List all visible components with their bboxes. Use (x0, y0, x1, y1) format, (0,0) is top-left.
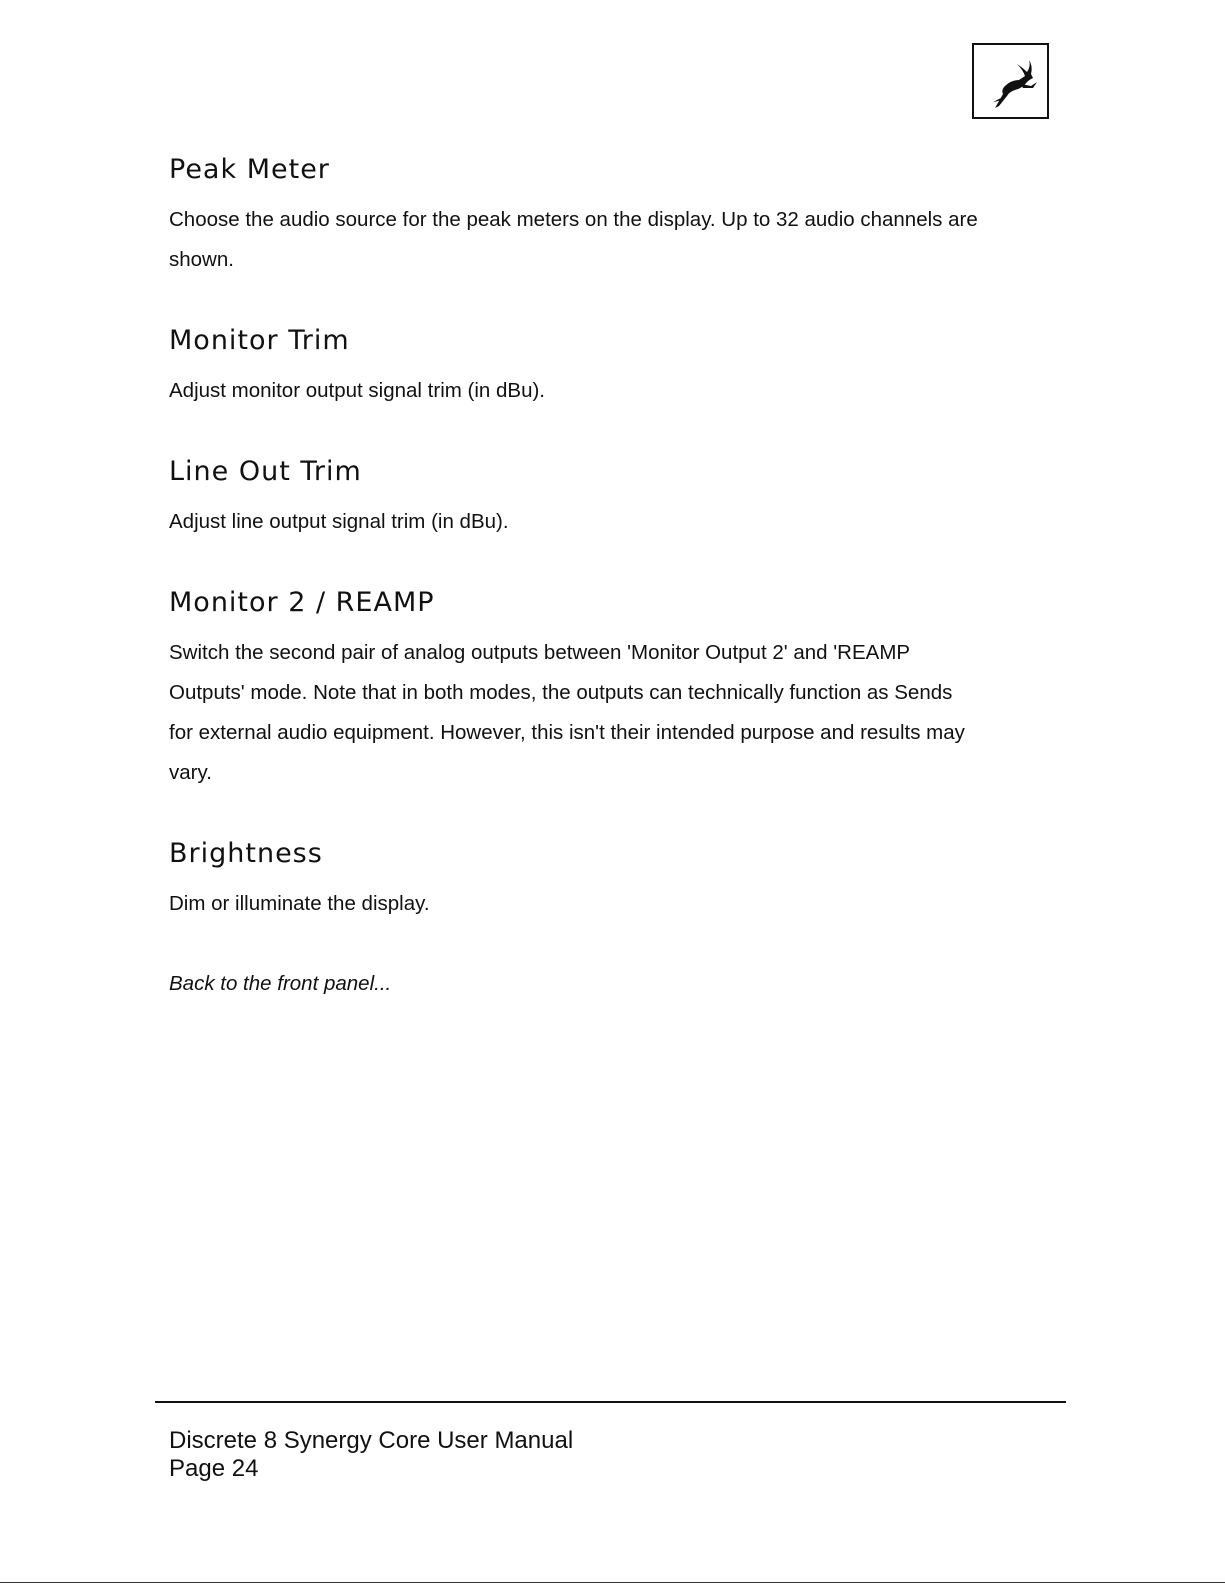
footer-divider (155, 1401, 1066, 1403)
manual-title: Discrete 8 Synergy Core User Manual (169, 1427, 574, 1454)
section-peak-meter (169, 150, 1069, 280)
page-footer (169, 1427, 573, 1483)
section-heading: Brightness (169, 838, 323, 869)
section-text-line: Dim or illuminate the display. (169, 892, 430, 915)
section-heading: Line Out Trim (169, 456, 362, 487)
section-heading: Monitor Trim (169, 325, 350, 356)
brand-logo (972, 43, 1049, 119)
section-heading: Peak Meter (169, 154, 330, 185)
back-to-front-panel-link[interactable]: Back to the front panel... (169, 972, 392, 995)
section-line-out-trim (169, 452, 1069, 542)
section-text-line: Switch the second pair of analog outputs between 'Monitor Output 2' and 'REAMP (169, 641, 911, 664)
section-heading: Monitor 2 / REAMP (169, 587, 435, 618)
section-text-line: for external audio equipment. However, this isn't their intended purpose and results may (169, 721, 965, 744)
section-text-line: shown. (169, 248, 234, 271)
section-text-line: Outputs' mode. Note that in both modes, the outputs can technically function as Sends (169, 681, 953, 704)
page-bottom-edge (0, 1582, 1225, 1583)
section-monitor-2-reamp (169, 583, 1069, 793)
section-text-line: Choose the audio source for the peak meters on the display. Up to 32 audio channels are (169, 208, 978, 231)
section-text-line: Adjust monitor output signal trim (in dBu). (169, 379, 545, 402)
page-content (169, 150, 1069, 1004)
page-number: Page 24 (169, 1455, 259, 1482)
leaping-antelope-logo-icon (981, 50, 1041, 112)
section-text-line: vary. (169, 761, 212, 784)
section-text-line: Adjust line output signal trim (in dBu). (169, 510, 509, 533)
section-brightness (169, 834, 1069, 924)
section-monitor-trim (169, 321, 1069, 411)
